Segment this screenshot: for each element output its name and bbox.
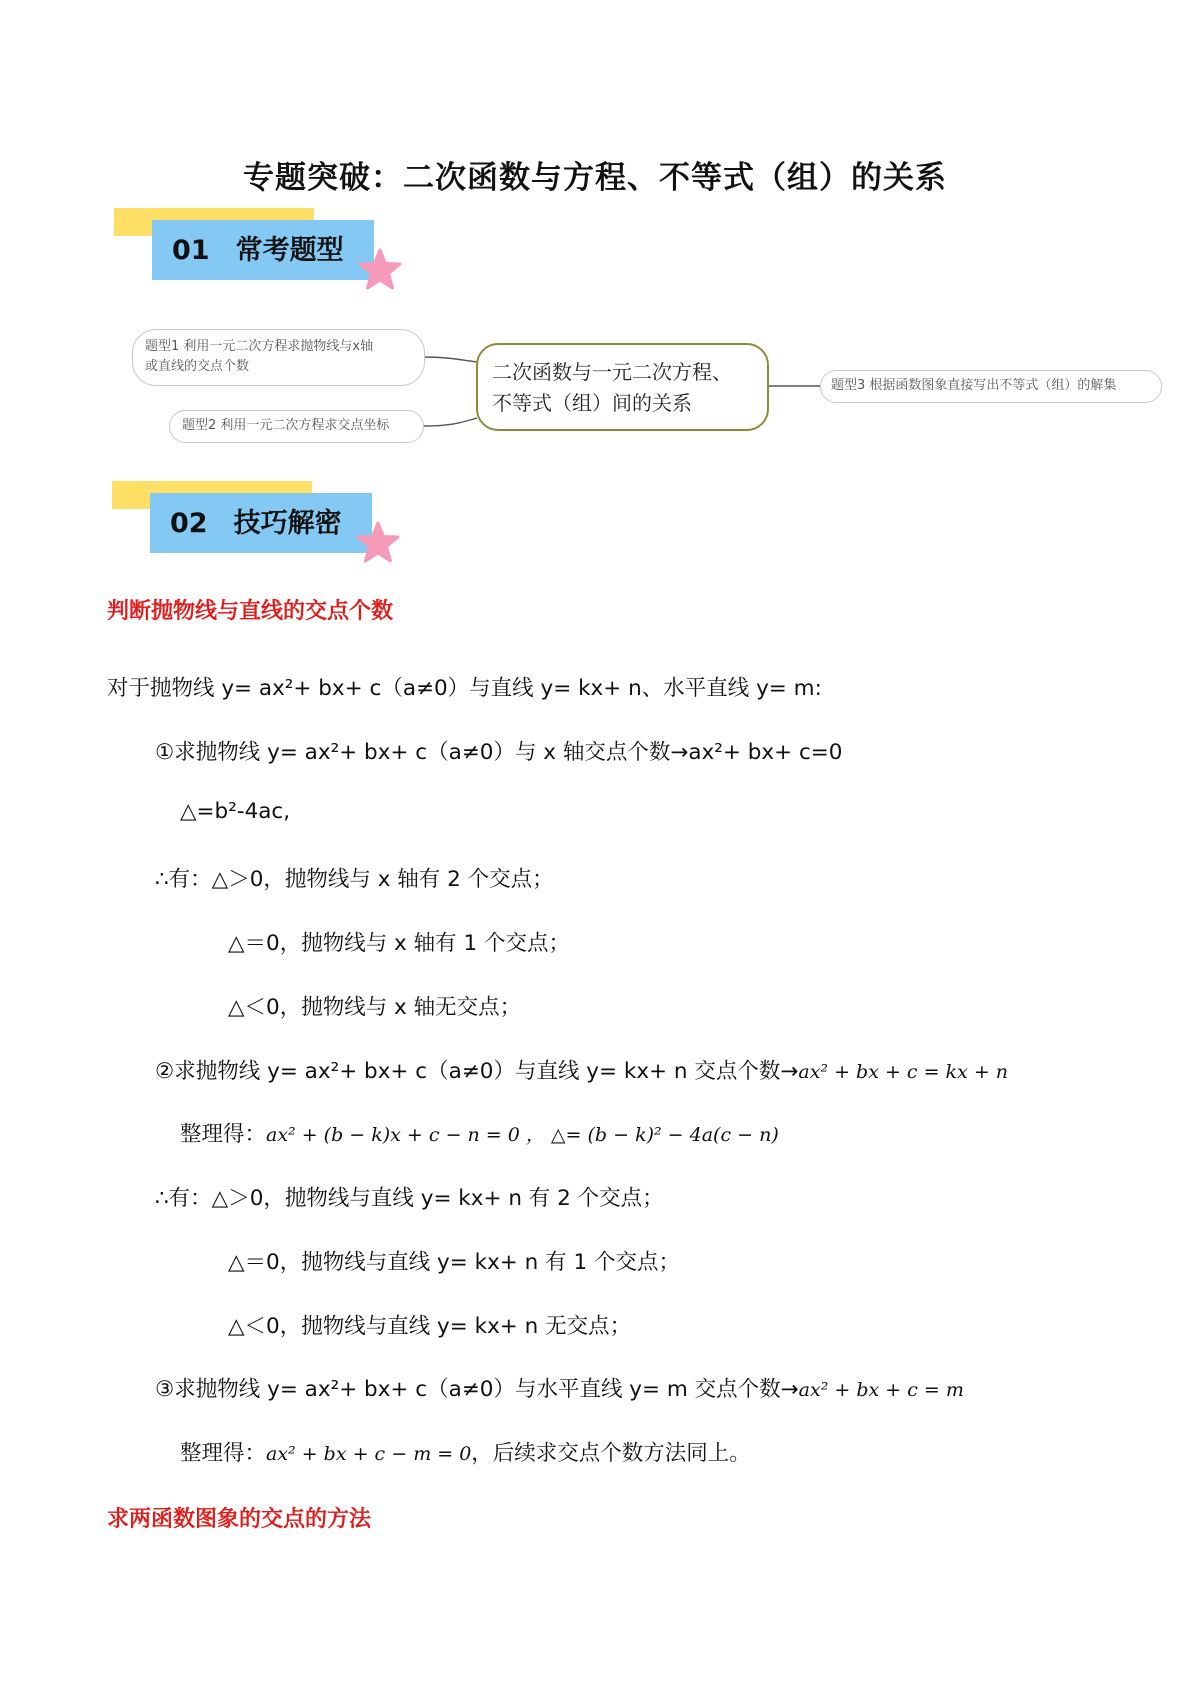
line-case-negative: △＜0，抛物线与直线 y= kx+ n 无交点；: [228, 1314, 632, 1339]
item-1: ①求抛物线 y= ax²+ bx+ c（a≠0）与 x 轴交点个数→ax²+ bx+ c=0: [155, 740, 843, 765]
item-2: ②求抛物线 y= ax²+ bx+ c（a≠0）与直线 y= kx+ n 交点个数→ax² + bx + c = kx + n: [155, 1059, 1009, 1084]
delta-definition: △=b²-4ac,: [180, 799, 291, 824]
intro-text: 对于抛物线 y= ax²+ bx+ c（a≠0）与直线 y= kx+ n、水平直线 y= m:: [107, 676, 822, 701]
section-number: 02: [170, 508, 208, 539]
item-3: ③求抛物线 y= ax²+ bx+ c（a≠0）与水平直线 y= m 交点个数→ax² + bx + c = m: [155, 1377, 964, 1402]
heading-intersection-method: 求两函数图象的交点的方法: [107, 1507, 372, 1532]
section-label: 常考题型: [235, 235, 344, 266]
section-label: 技巧解密: [233, 508, 342, 539]
line-case-positive: ∴有：△＞0，抛物线与直线 y= kx+ n 有 2 个交点；: [155, 1186, 664, 1211]
tidy-3-equation: ax² + bx + c − m = 0: [266, 1443, 472, 1465]
heading-intersection-count: 判断抛物线与直线的交点个数: [107, 599, 394, 624]
tidy-2-equation: ax² + (b − k)x + c − n = 0 ， △= (b − k)² − 4a(c − n): [266, 1124, 779, 1146]
mindmap-node-type3: 题型3 根据函数图象直接写出不等式（组）的解集: [820, 370, 1162, 403]
item-2-equation: ax² + bx + c = kx + n: [798, 1061, 1009, 1083]
x-axis-case-positive: ∴有：△＞0，抛物线与 x 轴有 2 个交点；: [155, 867, 554, 892]
tidy-2: 整理得：ax² + (b − k)x + c − n = 0 ， △= (b − k)² − 4a(c − n): [180, 1122, 779, 1147]
tidy-3: 整理得：ax² + bx + c − m = 0，后续求交点个数方法同上。: [180, 1441, 751, 1466]
x-axis-case-negative: △＜0，抛物线与 x 轴无交点；: [228, 995, 522, 1020]
mindmap-node-type2: 题型2 利用一元二次方程求交点坐标: [169, 410, 424, 443]
star-icon: [356, 521, 400, 565]
item-3-equation: ax² + bx + c = m: [798, 1379, 964, 1401]
mindmap-center-node: 二次函数与一元二次方程、 不等式（组）间的关系: [476, 343, 769, 431]
line-case-zero: △＝0，抛物线与直线 y= kx+ n 有 1 个交点；: [228, 1250, 680, 1275]
page-title: 专题突破：二次函数与方程、不等式（组）的关系: [243, 160, 947, 196]
section-number: 01: [172, 235, 210, 266]
mindmap-node-type1: 题型1 利用一元二次方程求抛物线与x轴 或直线的交点个数: [132, 329, 425, 386]
x-axis-case-zero: △＝0，抛物线与 x 轴有 1 个交点；: [228, 931, 570, 956]
section-banner-02: [112, 481, 402, 561]
